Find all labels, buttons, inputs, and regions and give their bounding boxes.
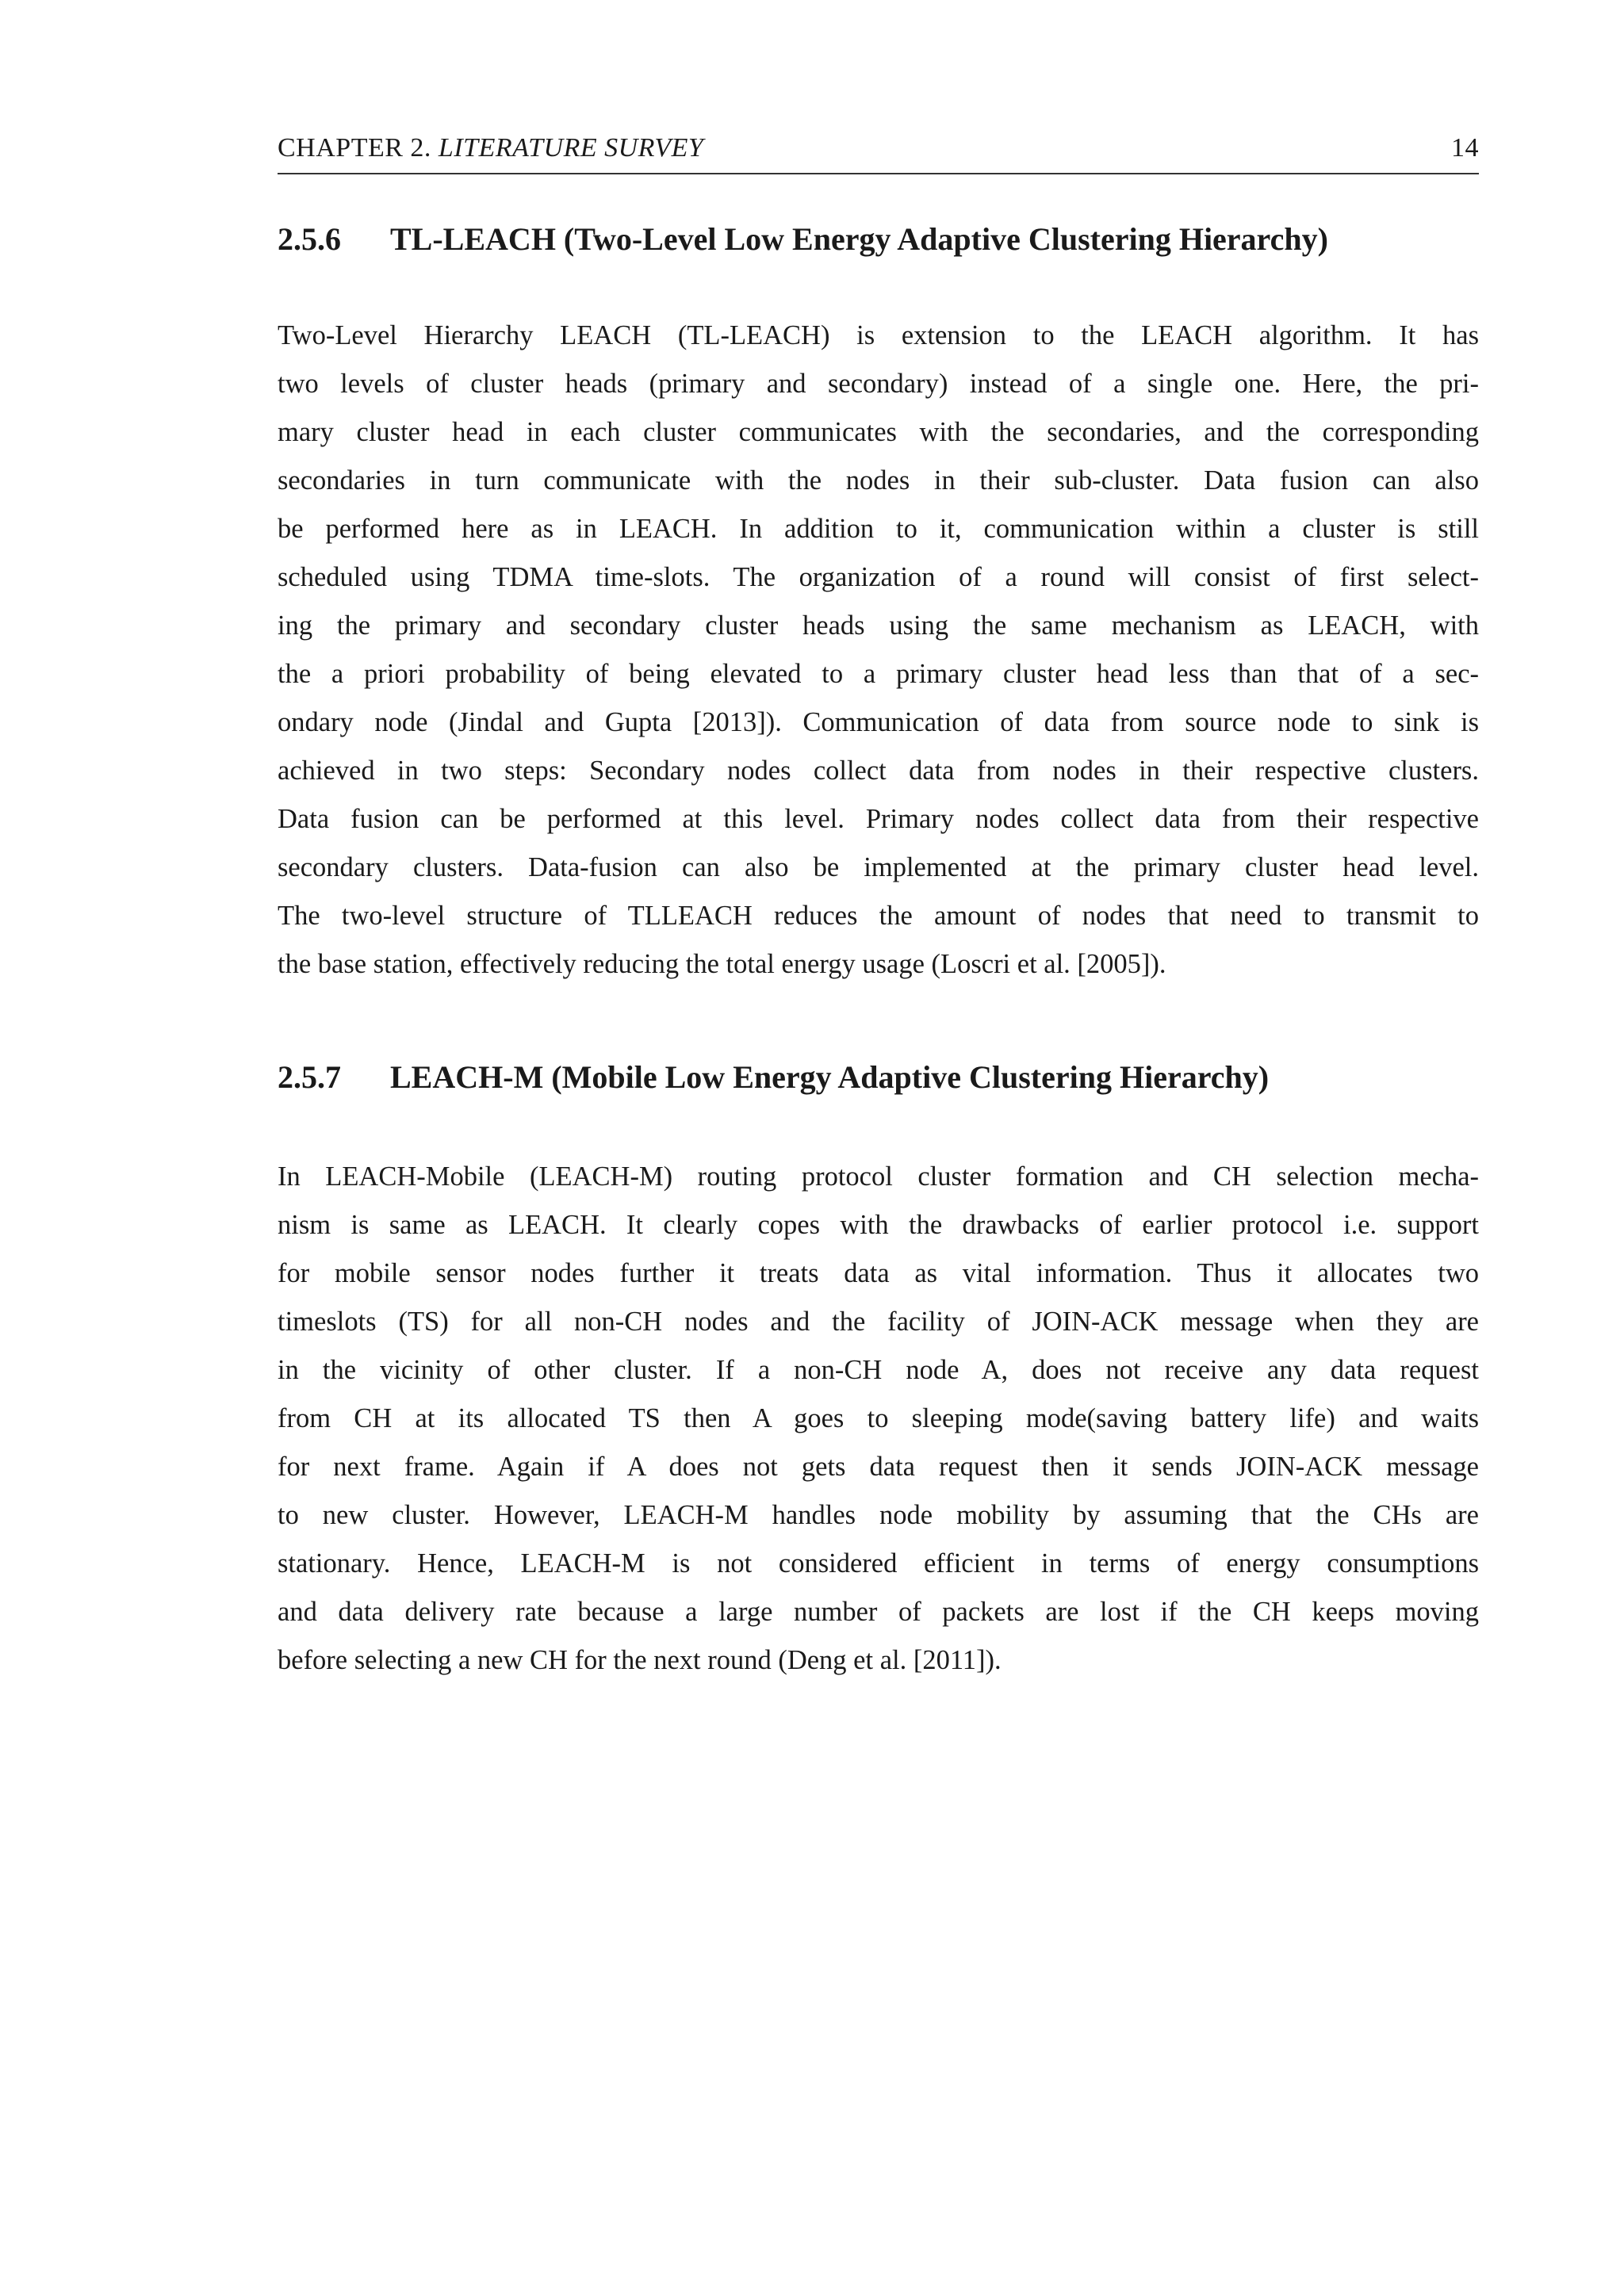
paragraph-line: ing the primary and secondary cluster heads using the same mechanism as LEACH, with <box>278 610 1479 641</box>
paragraph-line: The two-level structure of TLLEACH reduces the amount of nodes that need to transmit to <box>278 901 1479 931</box>
paragraph-line: in the vicinity of other cluster. If a non-CH node A, does not receive any data request <box>278 1355 1479 1385</box>
paragraph-line: before selecting a new CH for the next round (Deng et al. [2011]). <box>278 1645 1002 1675</box>
paragraph-line: stationary. Hence, LEACH-M is not considered efficient in terms of energy consumptions <box>278 1548 1479 1578</box>
chapter-title: LITERATURE SURVEY <box>438 133 704 163</box>
paragraph-line: two levels of cluster heads (primary and secondary) instead of a single one. Here, the pri- <box>278 369 1479 399</box>
paragraph-line: achieved in two steps: Secondary nodes collect data from nodes in their respective clusters. <box>278 756 1479 786</box>
paragraph-line: to new cluster. However, LEACH-M handles node mobility by assuming that the CHs are <box>278 1500 1479 1530</box>
section-number: 2.5.6 <box>278 221 341 257</box>
document-page <box>278 0 1479 2296</box>
paragraph-line: ondary node (Jindal and Gupta [2013]). Communication of data from source node to sink is <box>278 707 1479 737</box>
chapter-label: CHAPTER 2. <box>278 133 431 163</box>
paragraph-line: and data delivery rate because a large number of packets are lost if the CH keeps moving <box>278 1597 1479 1627</box>
section-heading-2-5-6 <box>278 220 1328 258</box>
paragraph-line: scheduled using TDMA time-slots. The organization of a round will consist of first select- <box>278 562 1479 592</box>
paragraph-line: timeslots (TS) for all non-CH nodes and the facility of JOIN-ACK message when they are <box>278 1307 1479 1337</box>
running-header <box>278 133 1479 174</box>
paragraph-line: nism is same as LEACH. It clearly copes with the drawbacks of earlier protocol i.e. support <box>278 1210 1479 1240</box>
paragraph-line: Two-Level Hierarchy LEACH (TL-LEACH) is extension to the LEACH algorithm. It has <box>278 320 1479 350</box>
paragraph-line: the a priori probability of being elevated to a primary cluster head less than that of a sec- <box>278 659 1479 689</box>
section-title: LEACH-M (Mobile Low Energy Adaptive Clustering Hierarchy) <box>390 1059 1270 1095</box>
paragraph-line: for next frame. Again if A does not gets data request then it sends JOIN-ACK message <box>278 1452 1479 1482</box>
paragraph-tl-leach <box>278 312 1479 989</box>
paragraph-line: Data fusion can be performed at this level. Primary nodes collect data from their respective <box>278 804 1479 834</box>
paragraph-leach-m <box>278 1153 1479 1685</box>
page-number: 14 <box>1451 133 1479 163</box>
paragraph-line: secondary clusters. Data-fusion can also be implemented at the primary cluster head level. <box>278 852 1479 882</box>
paragraph-line: the base station, effectively reducing the total energy usage (Loscri et al. [2005]). <box>278 949 1166 979</box>
section-title: TL-LEACH (Two-Level Low Energy Adaptive Clustering Hierarchy) <box>390 221 1328 257</box>
paragraph-line: from CH at its allocated TS then A goes to sleeping mode(saving battery life) and waits <box>278 1403 1479 1433</box>
paragraph-line: for mobile sensor nodes further it treats data as vital information. Thus it allocates two <box>278 1258 1479 1288</box>
paragraph-line: be performed here as in LEACH. In addition to it, communication within a cluster is still <box>278 514 1479 544</box>
paragraph-line: In LEACH-Mobile (LEACH-M) routing protocol cluster formation and CH selection mecha- <box>278 1161 1479 1192</box>
chapter-heading <box>278 133 703 163</box>
section-number: 2.5.7 <box>278 1059 341 1095</box>
paragraph-line: mary cluster head in each cluster communicates with the secondaries, and the corresponding <box>278 417 1479 447</box>
paragraph-line: secondaries in turn communicate with the nodes in their sub-cluster. Data fusion can also <box>278 465 1479 496</box>
section-heading-2-5-7 <box>278 1058 1269 1096</box>
